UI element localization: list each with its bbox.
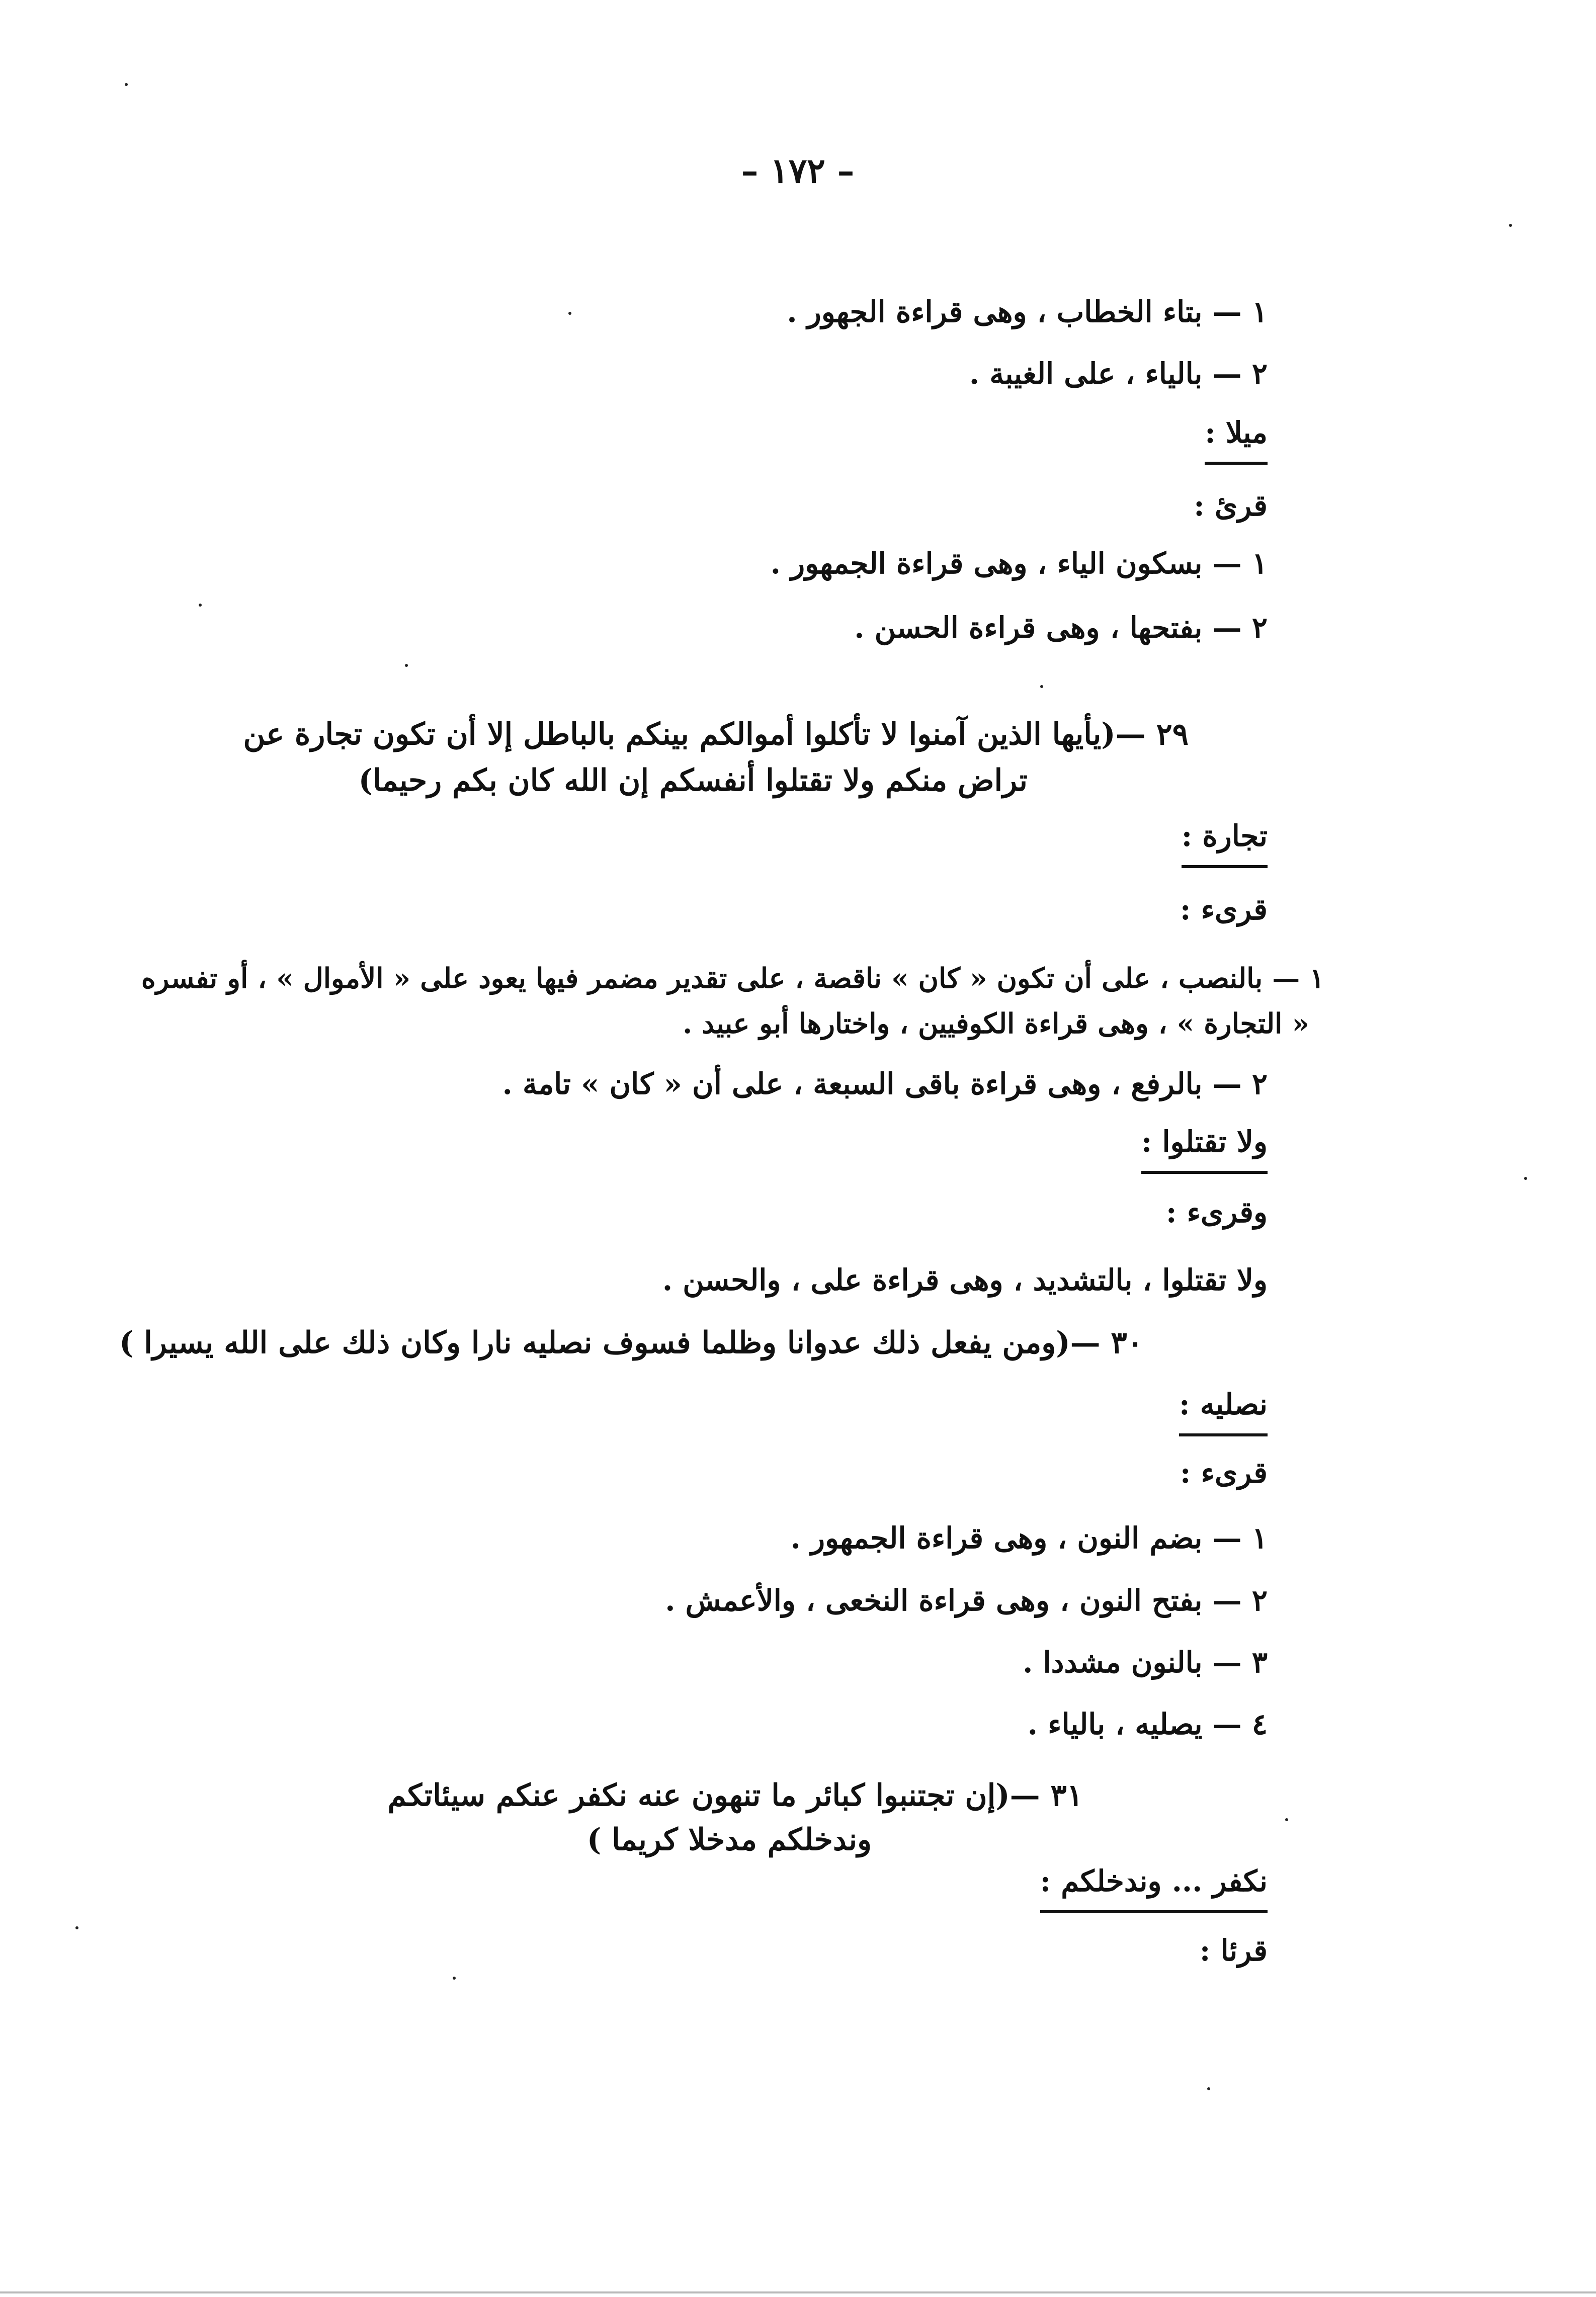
scan-speck [199, 604, 202, 607]
verse-text: وندخلكم مدخلا كريما ) [586, 1822, 872, 1857]
reading-line: ١ — بسكون الياء ، وهى قراءة الجمهور . [770, 546, 1268, 580]
reading-line: ١ — بتاء الخطاب ، وهى قراءة الجهور . [787, 295, 1268, 329]
reading-line: ٣ — بالنون مشددا . [1023, 1645, 1268, 1679]
scan-speck [568, 312, 571, 315]
page-edge [0, 2291, 1596, 2293]
reading-line: ٤ — يصليه ، بالياء . [1027, 1707, 1268, 1741]
heading-word: نكفر ... وندخلكم : [1040, 1861, 1268, 1913]
reading-line: ٢ — بفتح النون ، وهى قراءة النخعى ، والأعمش . [665, 1583, 1268, 1618]
subheading: قرىء : [1180, 892, 1268, 926]
subheading: قرئا : [1199, 1933, 1268, 1968]
reading-line: ٢ — بفتحها ، وهى قراءة الحسن . [854, 611, 1268, 645]
heading-word: تجارة : [1182, 816, 1268, 868]
reading-line: ١ — بالنصب ، على أن تكون « كان » ناقصة ، على تقدير مضمر فيها يعود على « الأموال » ، أو تفسره [141, 962, 1324, 994]
heading-word: نصليه : [1179, 1384, 1268, 1436]
reading-line: ولا تقتلوا ، بالتشديد ، وهى قراءة على ، والحسن . [662, 1263, 1268, 1297]
verse-text: ٣١ —(إن تجتنبوا كبائر ما تنهون عنه نكفر عنكم سيئاتكم [387, 1778, 1083, 1813]
scan-speck [1040, 685, 1043, 688]
subheading: قرىء : [1180, 1456, 1268, 1490]
scan-speck [1509, 224, 1512, 227]
scan-speck [75, 1926, 78, 1929]
subheading: وقرىء : [1165, 1195, 1268, 1229]
reading-line: ١ — بضم النون ، وهى قراءة الجمهور . [790, 1521, 1268, 1555]
verse-text: تراض منكم ولا تقتلوا أنفسكم إن الله كان بكم رحيما) [358, 763, 1028, 798]
scan-speck [405, 664, 408, 667]
reading-line: ٢ — بالياء ، على الغيبة . [969, 357, 1268, 391]
verse-text: ٢٩ —(يأيها الذين آمنوا لا تأكلوا أموالكم بينكم بالباطل إلا أن تكون تجارة عن [243, 717, 1189, 752]
page-number: – ١٧٢ – [741, 151, 855, 191]
scan-speck [1207, 2087, 1210, 2090]
subheading: قرئ : [1194, 488, 1268, 523]
verse-text: ٣٠ —(ومن يفعل ذلك عدوانا وظلما فسوف نصليه نارا وكان ذلك على الله يسيرا ) [119, 1325, 1143, 1360]
scan-speck [1285, 1818, 1288, 1821]
reading-line: ٢ — بالرفع ، وهى قراءة باقى السبعة ، على أن « كان » تامة . [502, 1067, 1268, 1101]
heading-word: ميلا : [1205, 412, 1268, 465]
scan-speck [125, 83, 128, 86]
heading-word: ولا تقتلوا : [1141, 1122, 1268, 1174]
scan-speck [453, 1977, 456, 1980]
scan-speck [1524, 1177, 1527, 1180]
reading-line: « التجارة » ، وهى قراءة الكوفيين ، واختارها أبو عبيد . [683, 1007, 1309, 1040]
